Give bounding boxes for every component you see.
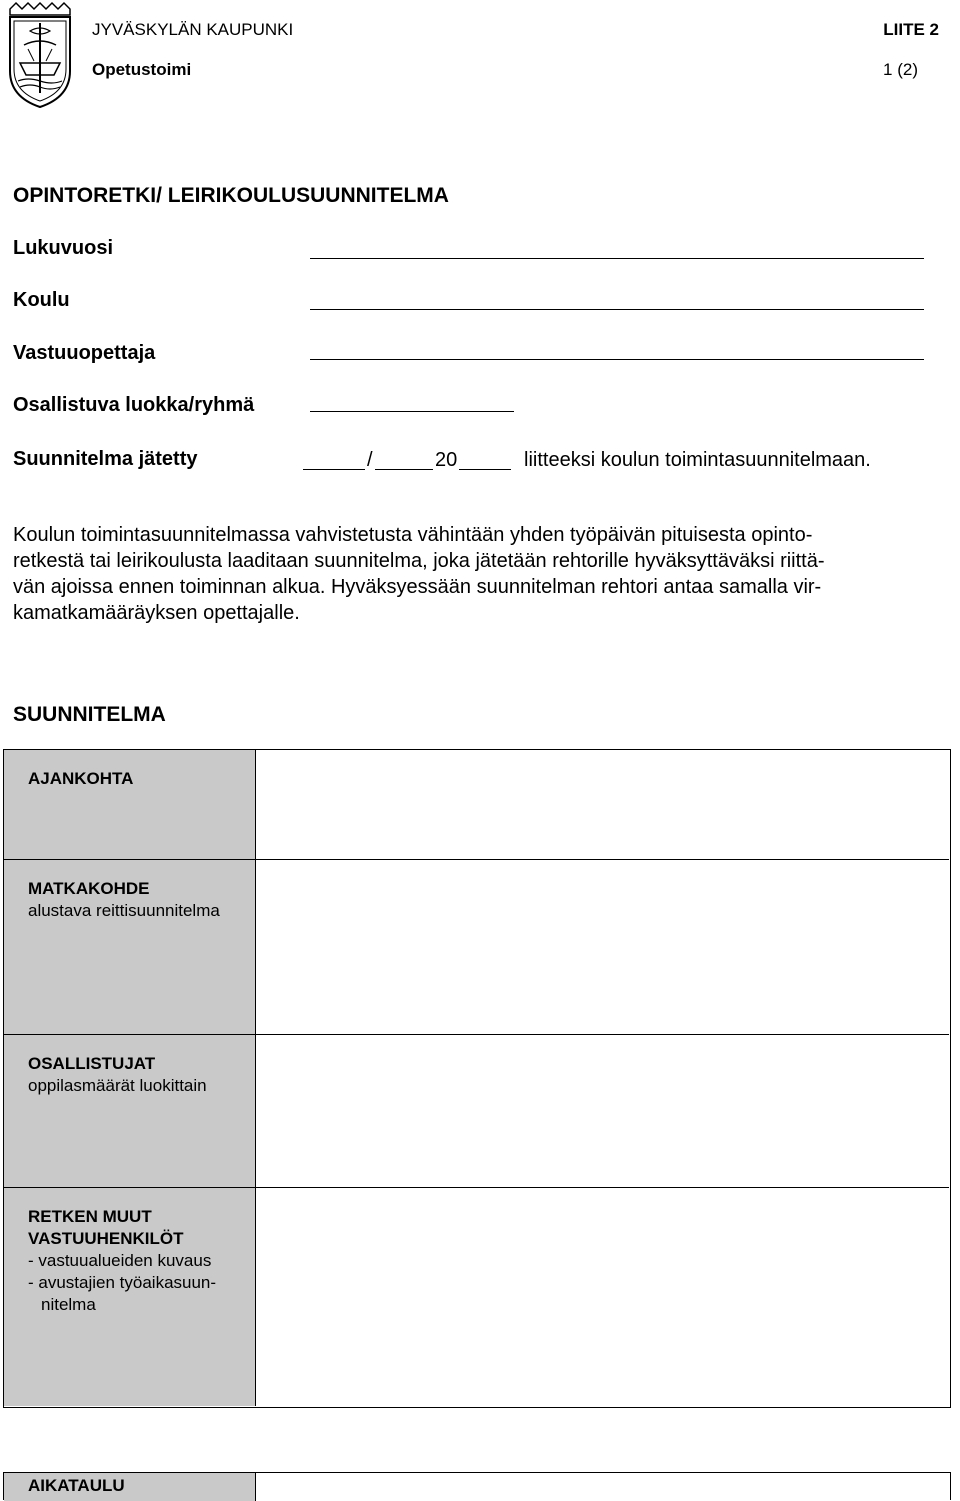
matkakohde-input-cell[interactable] — [256, 860, 949, 1035]
date-slash: / — [367, 449, 373, 471]
paragraph-line: retkestä tai leirikoulusta laaditaan suunnitelma, joka jätetään rehtorille hyväksyttäväksi riittä- — [13, 550, 825, 572]
field-line-luokka[interactable] — [310, 411, 514, 412]
field-line-vastuuopettaja[interactable] — [310, 359, 924, 360]
date-month-line[interactable] — [375, 469, 433, 470]
aikataulu-label-cell — [4, 1473, 256, 1501]
vastuuhenkilot-label-2: VASTUUHENKILÖT — [28, 1229, 184, 1248]
aikataulu-label: AIKATAULU — [28, 1476, 125, 1495]
osallistujat-input-cell[interactable] — [256, 1035, 949, 1188]
field-label-koulu: Koulu — [13, 289, 70, 311]
org-name: JYVÄSKYLÄN KAUPUNKI — [92, 20, 294, 39]
field-line-koulu[interactable] — [310, 309, 924, 310]
plan-table — [3, 749, 951, 1408]
vastuuhenkilot-item-cont: nitelma — [41, 1295, 96, 1314]
field-label-lukuvuosi: Lukuvuosi — [13, 237, 114, 259]
instructions-paragraph — [13, 522, 948, 626]
paragraph-line: kamatkamääräyksen opettajalle. — [13, 602, 300, 624]
ajankohta-input-cell[interactable] — [256, 750, 949, 860]
department-name: Opetustoimi — [92, 60, 192, 79]
annex-label: LIITE 2 — [883, 20, 939, 39]
vastuuhenkilot-label-cell — [4, 1188, 256, 1406]
osallistujat-sublabel: oppilasmäärät luokittain — [28, 1076, 207, 1095]
field-label-jatetty: Suunnitelma jätetty — [13, 448, 198, 470]
aikataulu-input-cell[interactable] — [256, 1473, 949, 1501]
date-suffix-text: liitteeksi koulun toimintasuunnitelmaan. — [524, 449, 871, 471]
ajankohta-label: AJANKOHTA — [28, 769, 134, 788]
vastuuhenkilot-item: - vastuualueiden kuvaus — [28, 1251, 212, 1270]
ajankohta-label-cell — [4, 750, 256, 860]
section-title: SUUNNITELMA — [13, 703, 166, 726]
vastuuhenkilot-item: - avustajien työaikasuun- — [28, 1273, 217, 1292]
field-label-vastuuopettaja: Vastuuopettaja — [13, 342, 156, 364]
document-title: OPINTORETKI/ LEIRIKOULUSUUNNITELMA — [13, 184, 449, 207]
field-label-luokka: Osallistuva luokka/ryhmä — [13, 394, 255, 416]
aikataulu-table — [3, 1472, 951, 1500]
osallistujat-label-cell — [4, 1035, 256, 1188]
vastuuhenkilot-label-1: RETKEN MUUT — [28, 1207, 152, 1226]
paragraph-line: Koulun toimintasuunnitelmassa vahvistetusta vähintään yhden työpäivän pituisesta opinto- — [13, 524, 813, 546]
paragraph-line: vän ajoissa ennen toiminnan alkua. Hyväksyessään suunnitelman rehtori antaa samalla vir- — [13, 576, 822, 598]
city-logo — [4, 1, 76, 109]
date-day-line[interactable] — [303, 469, 365, 470]
osallistujat-label: OSALLISTUJAT — [28, 1054, 156, 1073]
field-line-lukuvuosi[interactable] — [310, 258, 924, 259]
page-number: 1 (2) — [883, 60, 918, 79]
matkakohde-sublabel: alustava reittisuunnitelma — [28, 901, 220, 920]
matkakohde-label-cell — [4, 860, 256, 1035]
matkakohde-label: MATKAKOHDE — [28, 879, 150, 898]
date-year-line[interactable] — [459, 469, 511, 470]
date-year-prefix: 20 — [435, 449, 458, 471]
vastuuhenkilot-input-cell[interactable] — [256, 1188, 949, 1406]
